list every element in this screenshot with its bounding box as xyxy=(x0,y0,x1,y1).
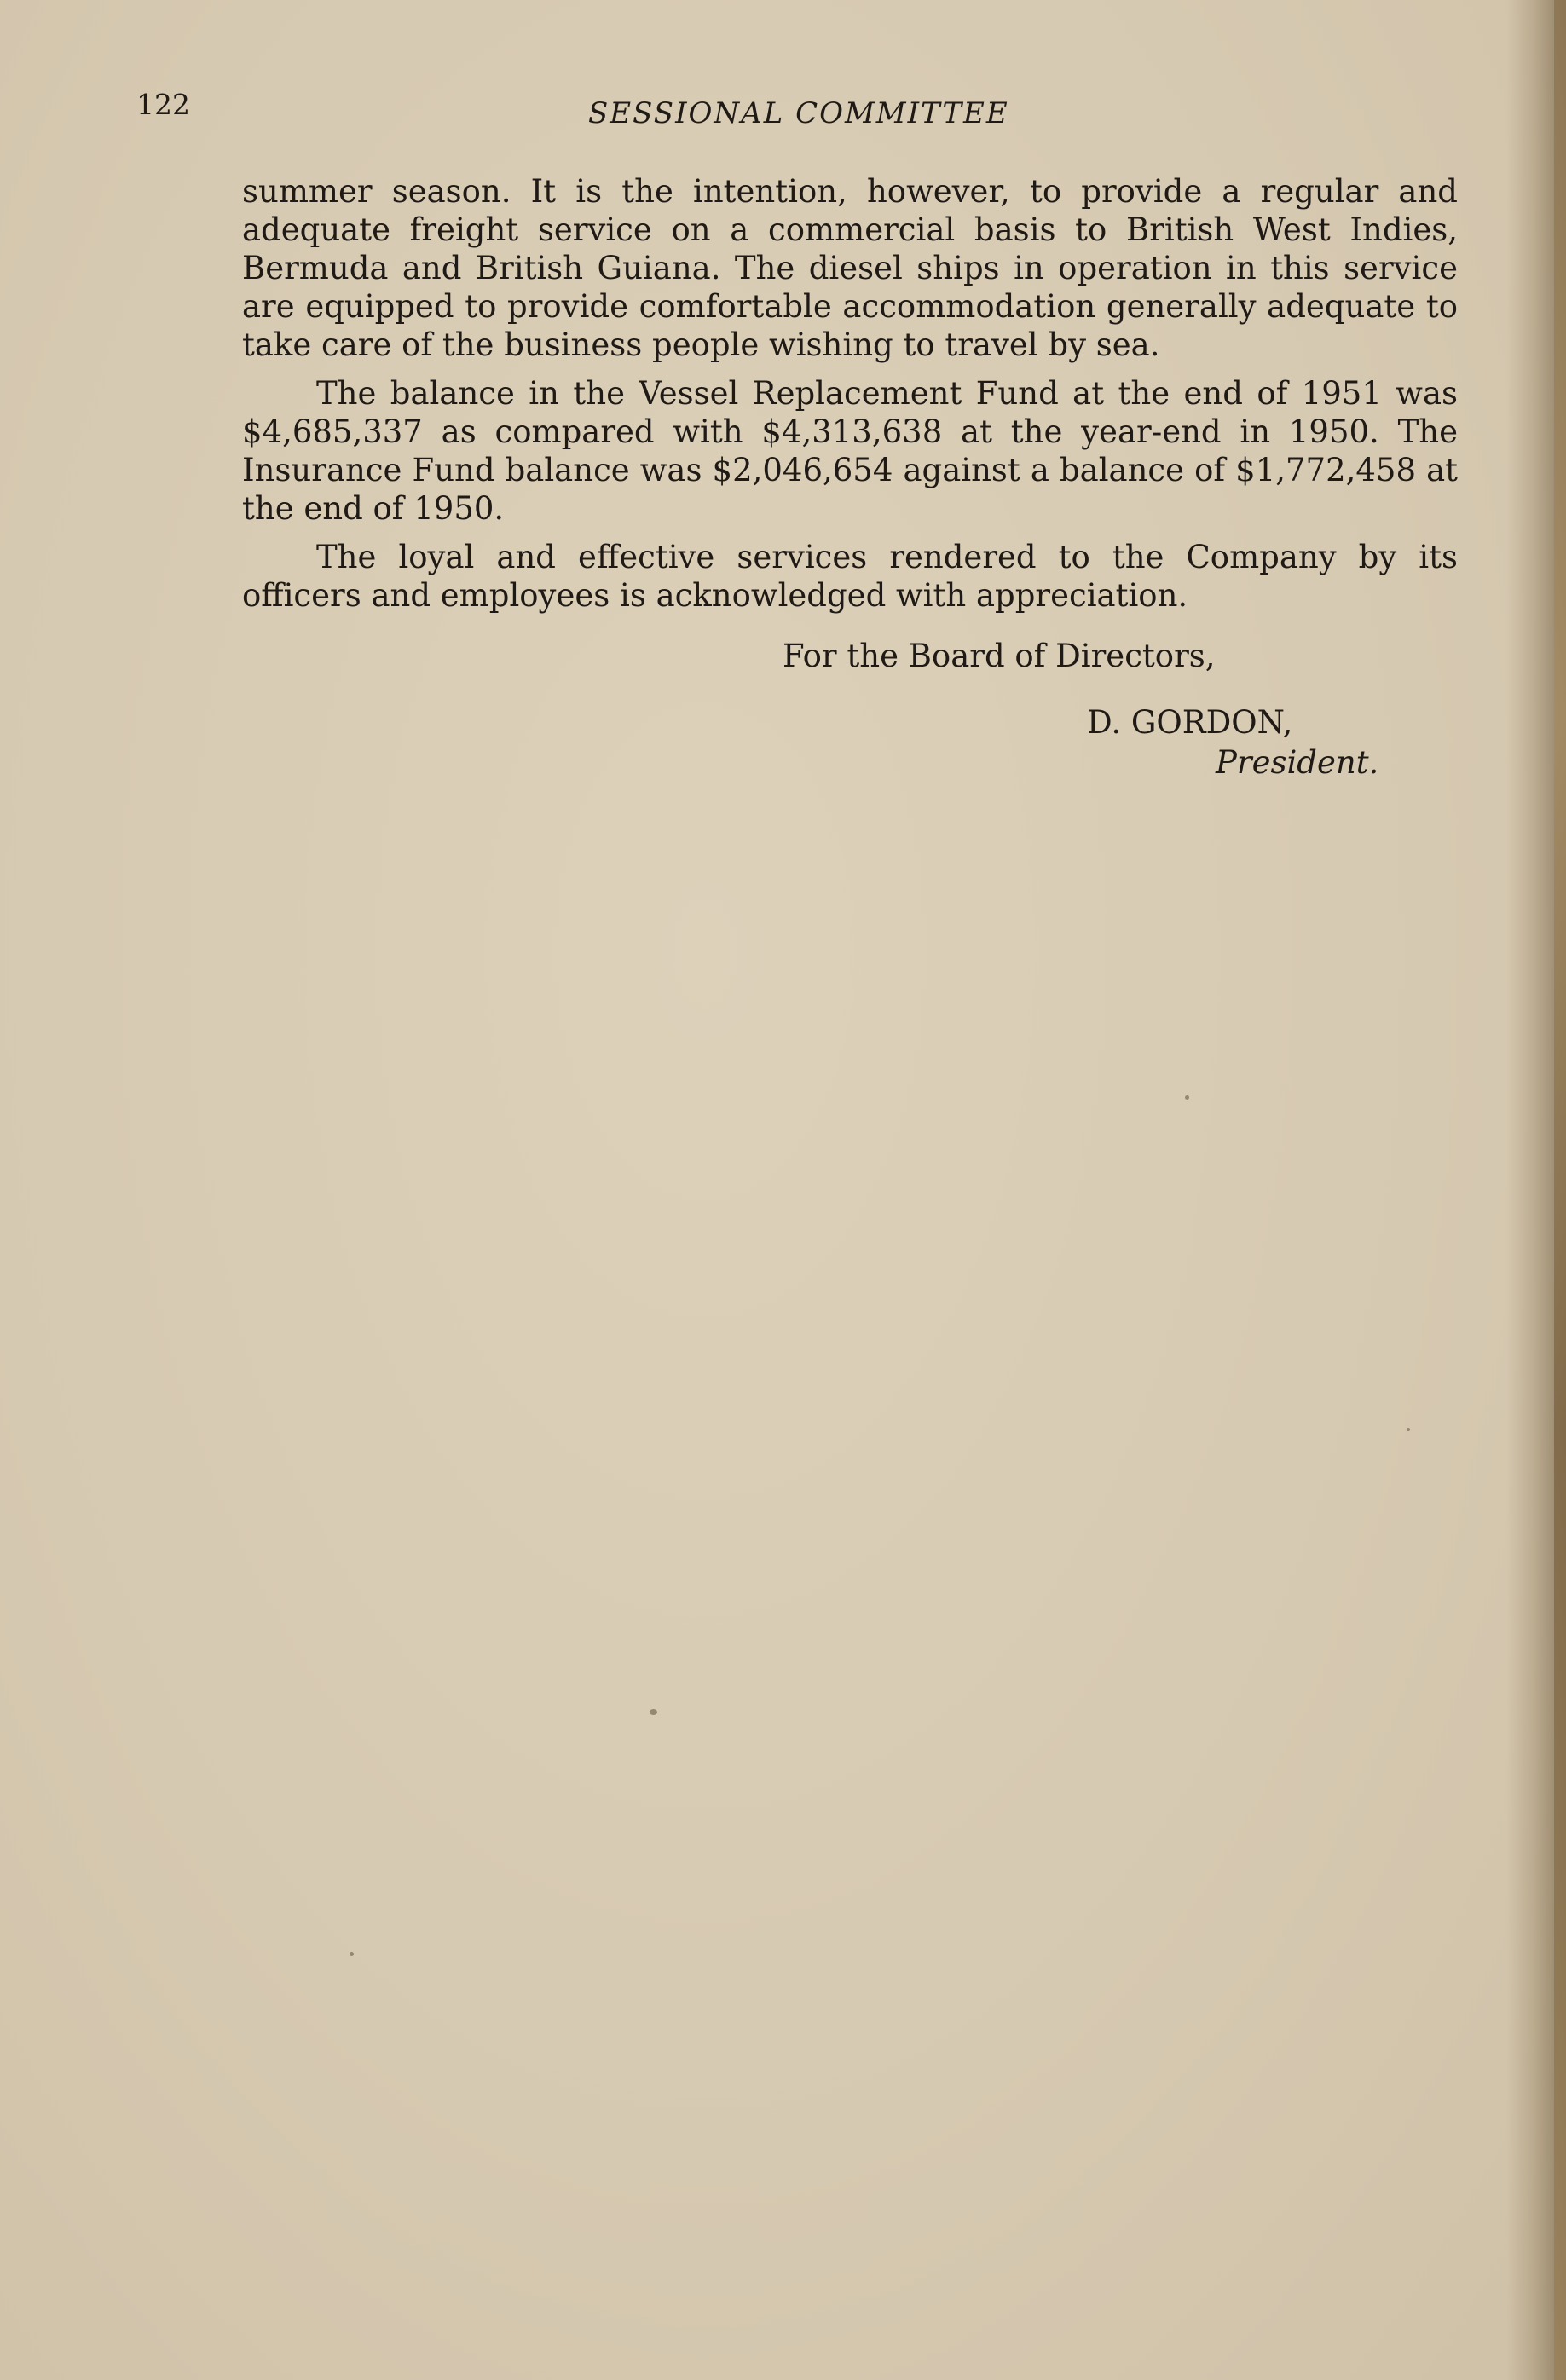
closing-line: For the Board of Directors, xyxy=(783,638,1216,674)
paragraph: The balance in the Vessel Replacement Fund at the end of 1951 was $4,685,337 as compared with $4,313,638 at the year-end in 1950. The Insurance Fund balance was $2,046,654 against a balance of $1,772,458 at the end of 1950. xyxy=(242,375,1458,527)
paper-speck xyxy=(650,1709,657,1715)
paper-speck xyxy=(350,1952,354,1956)
binding-edge xyxy=(1554,0,1566,2380)
page-number: 122 xyxy=(136,88,190,121)
signatory-name: D. GORDON, xyxy=(1087,704,1293,741)
body-text xyxy=(242,172,1458,625)
paper-speck xyxy=(1185,1095,1189,1100)
running-head: SESSIONAL COMMITTEE xyxy=(588,96,1009,130)
paper-speck xyxy=(1407,1428,1410,1431)
signatory-title: President. xyxy=(1216,744,1379,781)
paragraph: summer season. It is the intention, however, to provide a regular and adequate freight service on a commercial basis to British West Indies, Bermuda and British Guiana. The diesel ships in operation in this service are equipped to provide comfortable accommodation generally adequate to take care of the business people wishing to travel by sea. xyxy=(242,173,1458,363)
paragraph: The loyal and effective services rendered to the Company by its officers and employees is acknowledged with appreciation. xyxy=(242,539,1458,614)
